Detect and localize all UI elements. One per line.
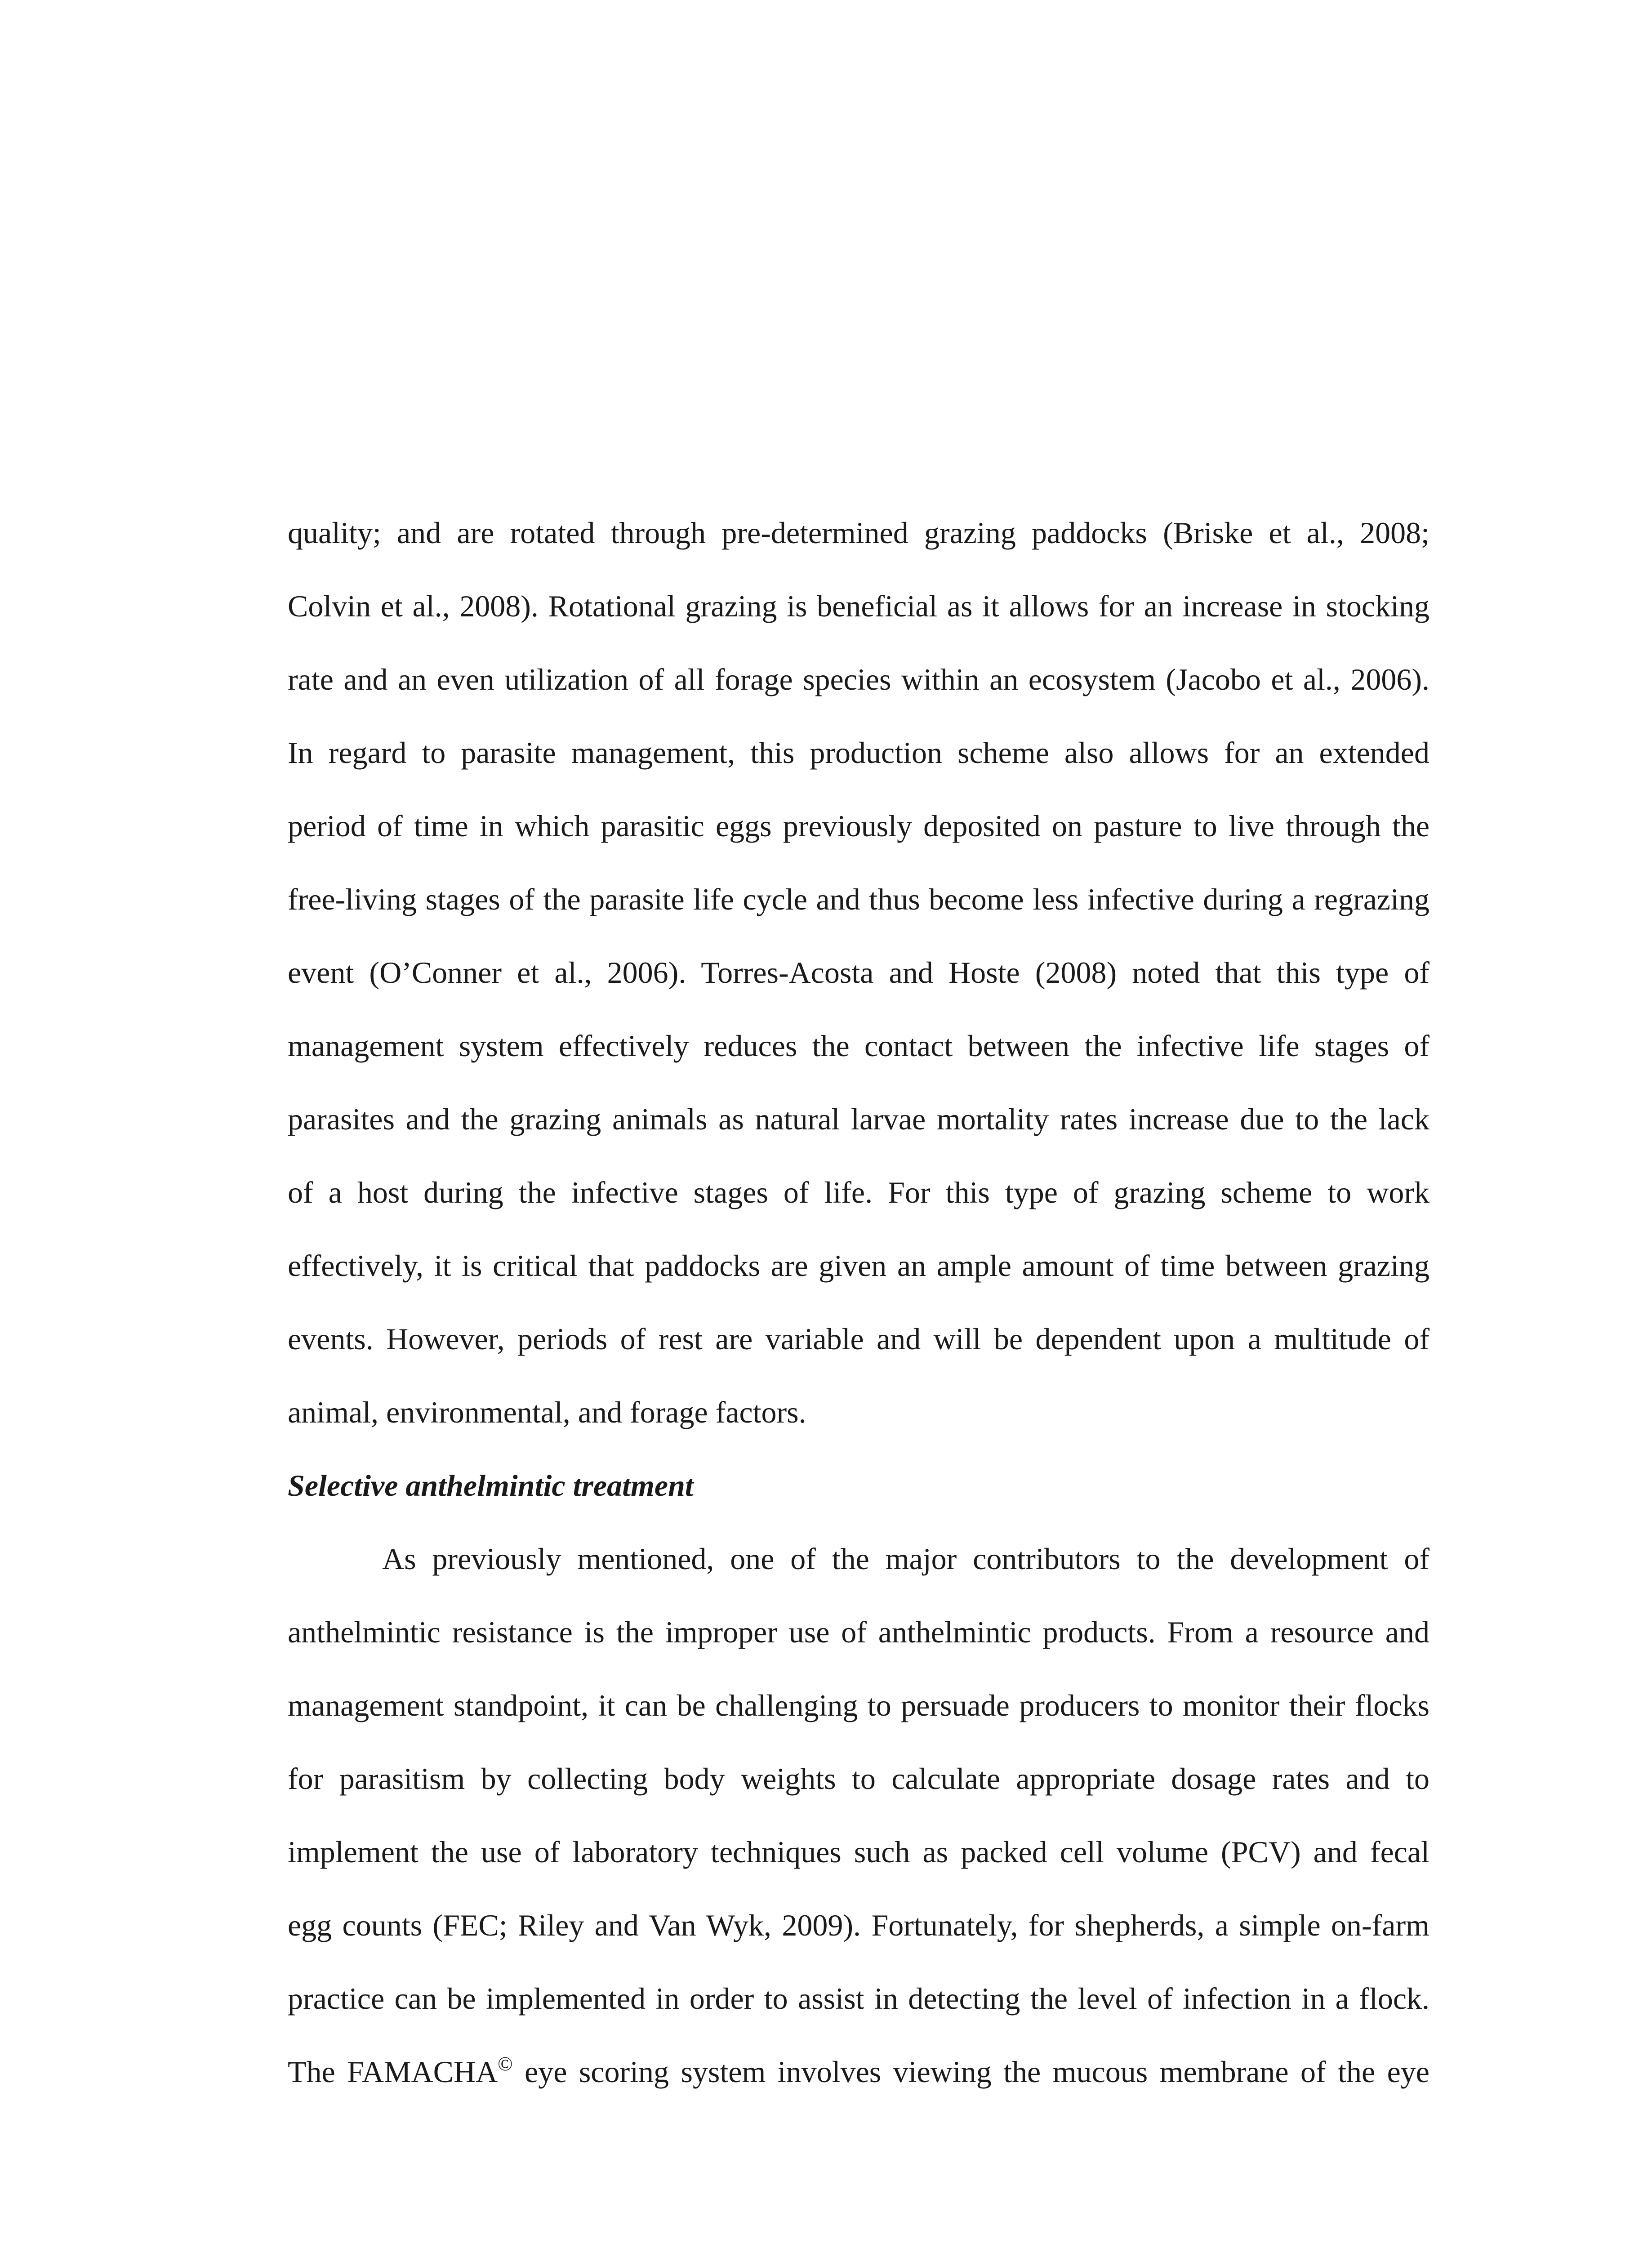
text-line: practice can be implemented in order to assist in detecting the level of infection in a flock.	[288, 1981, 1429, 2016]
text-line: egg counts (FEC; Riley and Van Wyk, 2009). Fortunately, for shepherds, a simple on-farm	[288, 1908, 1429, 1942]
section-heading: Selective anthelmintic treatment	[288, 1468, 694, 1503]
text-line: Colvin et al., 2008). Rotational grazing is beneficial as it allows for an increase in stocking	[288, 589, 1429, 623]
text-line: of a host during the infective stages of life. For this type of grazing scheme to work	[288, 1175, 1429, 1209]
copyright-mark: ©	[498, 2053, 513, 2075]
famacha-text: The FAMACHA	[288, 2055, 498, 2089]
text-line: management system effectively reduces the contact between the infective life stages of	[288, 1029, 1429, 1063]
text-line: animal, environmental, and forage factors.	[288, 1395, 806, 1429]
text-line: event (O’Conner et al., 2006). Torres-Acosta and Hoste (2008) noted that this type of	[288, 955, 1429, 990]
text-line: anthelmintic resistance is the improper use of anthelmintic products. From a resource and	[288, 1615, 1429, 1649]
text-fragment: eye scoring system involves viewing the mucous membrane of the eye	[512, 2055, 1429, 2089]
text-line: events. However, periods of rest are variable and will be dependent upon a multitude of	[288, 1322, 1429, 1356]
text-line: parasites and the grazing animals as natural larvae mortality rates increase due to the lack	[288, 1102, 1429, 1136]
text-line	[288, 2049, 1429, 2094]
text-line: effectively, it is critical that paddocks are given an ample amount of time between grazing	[288, 1249, 1429, 1283]
text-line: In regard to parasite management, this production scheme also allows for an extended	[288, 736, 1429, 770]
text-line: As previously mentioned, one of the major contributors to the development of	[382, 1542, 1429, 1576]
text-line: quality; and are rotated through pre-determined grazing paddocks (Briske et al., 2008;	[288, 516, 1429, 550]
text-line: rate and an even utilization of all forage species within an ecosystem (Jacobo et al., 2006).	[288, 662, 1429, 696]
text-line: period of time in which parasitic eggs previously deposited on pasture to live through the	[288, 809, 1429, 843]
text-line: free-living stages of the parasite life cycle and thus become less infective during a regrazing	[288, 882, 1429, 916]
text-line: management standpoint, it can be challenging to persuade producers to monitor their flocks	[288, 1688, 1429, 1722]
text-line: implement the use of laboratory techniques such as packed cell volume (PCV) and fecal	[288, 1835, 1429, 1869]
text-line: for parasitism by collecting body weights to calculate appropriate dosage rates and to	[288, 1762, 1429, 1796]
